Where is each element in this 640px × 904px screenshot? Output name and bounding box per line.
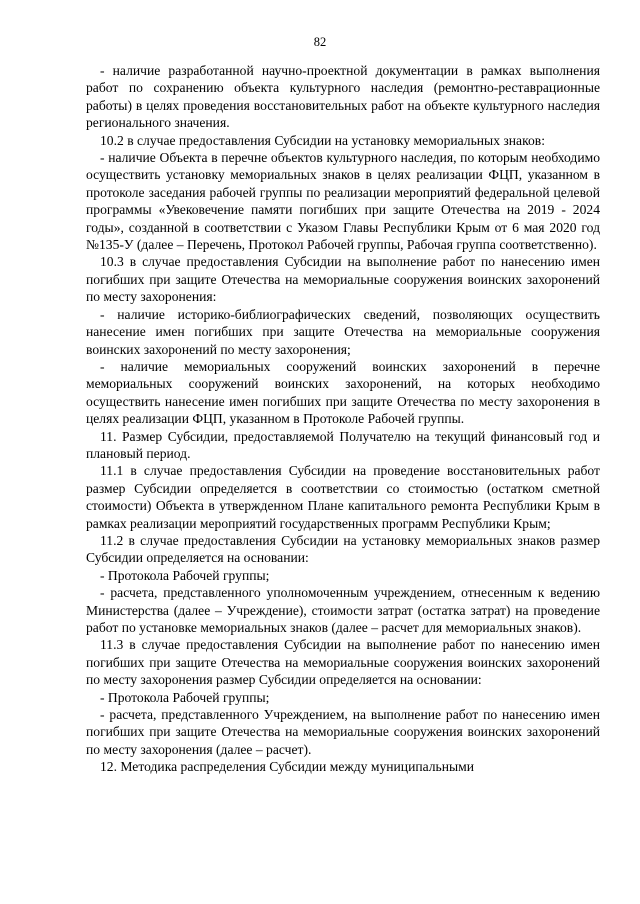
paragraph-11-3: 11.3 в случае предоставления Субсидии на выполнение работ по нанесению имен погибших при защите Отечества на мемориальные сооружения воинских захоронений по месту захоронения размер Субсидии определяется на основании:	[86, 637, 600, 688]
paragraph-working-group-protocol-2: - Протокола Рабочей группы;	[100, 689, 270, 705]
paragraph-historical-info: - наличие историко-библиографических сведений, позволяющих осуществить нанесение имен погибших при защите Отечества на мемориальные сооружения воинских захоронений по месту захоронения;	[86, 306, 600, 357]
paragraph-12: 12. Методика распределения Субсидии между муниципальными	[100, 759, 475, 775]
paragraph-working-group-protocol: - Протокола Рабочей группы;	[100, 567, 270, 583]
paragraph-object-in-list: - наличие Объекта в перечне объектов культурного наследия, по которым необходимо осуществить установку мемориальных знаков в целях реализации ФЦП, указанном в протоколе заседания рабочей группы по реализации мероприятий федеральной целевой программы «Увековечение памяти погибших при защите Отечества на 2019 - 2024 годы», созданной в соответствии с Указом Главы Республики Крым от 6 мая 2020 год №135-У (далее – Перечень, Протокол Рабочей группы, Рабочая группа соответственно).	[86, 150, 600, 253]
paragraph-10-2: 10.2 в случае предоставления Субсидии на установку мемориальных знаков:	[100, 132, 545, 148]
paragraph-11-1: 11.1 в случае предоставления Субсидии на проведение восстановительных работ размер Субсидии определяется в соответствии со стоимостью (остатком сметной стоимости) Объекта в утвержденном Плане капитального ремонта Республики Крым в рамках реализации мероприятий государственных программ Республики Крым;	[86, 463, 600, 531]
paragraph-documentation-requirement: - наличие разработанной научно-проектной документации в рамках выполнения работ по сохранению объекта культурного наследия (ремонтно-реставрационные работы) в целях проведения восстановительных работ на объекте культурного наследия регионального значения.	[86, 63, 600, 131]
paragraph-institution-calculation: - расчета, представленного уполномоченным учреждением, отнесенным к ведению Министерства (далее – Учреждение), стоимости затрат (остатка затрат) на проведение работ по установке мемориальных знаков (далее – расчет для мемориальных знаков).	[86, 585, 600, 635]
paragraph-11: 11. Размер Субсидии, предоставляемой Получателю на текущий финансовый год и плановый период.	[86, 428, 600, 461]
paragraph-10-3: 10.3 в случае предоставления Субсидии на выполнение работ по нанесению имен погибших при защите Отечества на мемориальные сооружения воинских захоронений по месту захоронения:	[86, 254, 600, 305]
page-number: 82	[313, 35, 327, 49]
paragraph-11-2: 11.2 в случае предоставления Субсидии на установку мемориальных знаков размер Субсидии определяется на основании:	[86, 532, 600, 566]
paragraph-memorial-structures-list: - наличие мемориальных сооружений воинских захоронений в перечне мемориальных сооружений воинских захоронений, на которых необходимо осуществить нанесение имен погибших при защите Отечества по месту захоронения в целях реализации ФЦП, указанном в Протоколе Рабочей группы.	[86, 358, 600, 427]
paragraph-calculation: - расчета, представленного Учреждением, на выполнение работ по нанесению имен погибших при защите Отечества на мемориальные сооружения воинских захоронений по месту захоронения (далее – расчет).	[86, 707, 600, 757]
document-body	[86, 62, 600, 776]
